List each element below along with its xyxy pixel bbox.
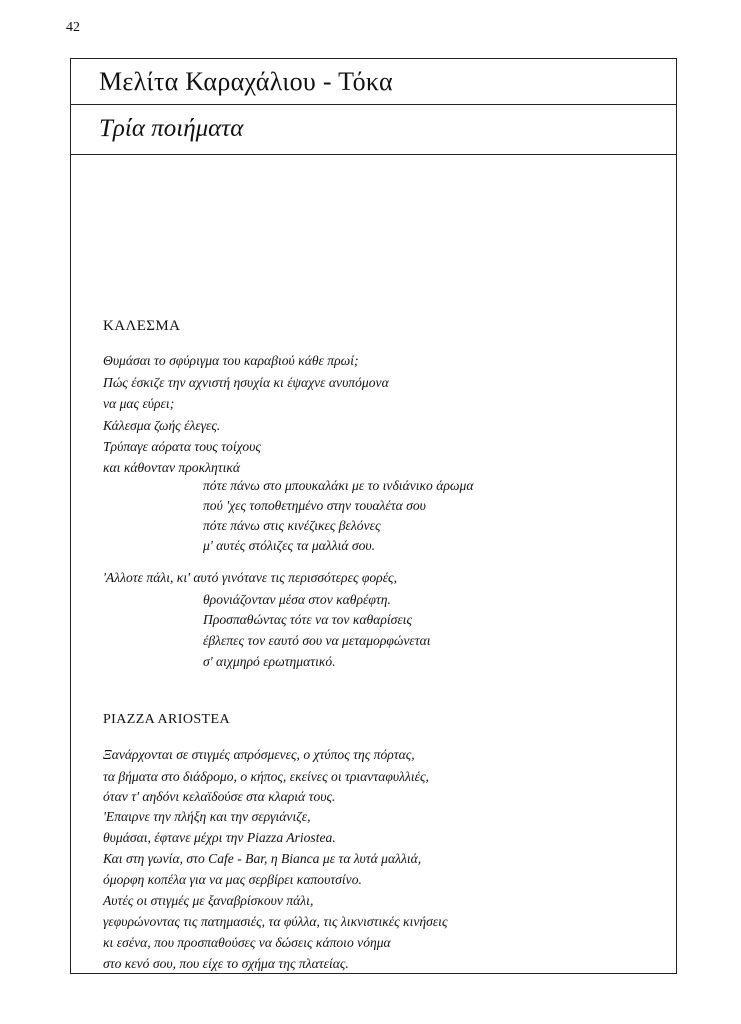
- poem2-line: Και στη γωνία, στο Cafe - Bar, η Bianca με τα λυτά μαλλιά,: [103, 851, 422, 866]
- poem2-line: Αυτές οι στιγμές με ξαναβρίσκουν πάλι,: [103, 893, 314, 908]
- poem1-line: θρονιάζονταν μέσα στον καθρέφτη.: [203, 592, 391, 607]
- poem2-line: κι εσένα, που προσπαθούσες να δώσεις κάποιο νόημα: [103, 935, 391, 950]
- poem2-line: όταν τ' αηδόνι κελαϊδούσε στα κλαριά τους.: [103, 789, 336, 804]
- poem2-line: όμορφη κοπέλα για να μας σερβίρει καπουτσίνο.: [103, 872, 362, 887]
- poem1-line: Πώς έσκιζε την αχνιστή ησυχία κι έψαχνε ανυπόμονα: [103, 375, 389, 390]
- poem1-line: πότε πάνω στο μπουκαλάκι με το ινδιάνικο άρωμα: [203, 478, 474, 493]
- poem1-line: έβλεπες τον εαυτό σου να μεταμορφώνεται: [203, 633, 431, 648]
- poem2-line: στο κενό σου, που είχε το σχήμα της πλατείας.: [103, 956, 349, 971]
- poem1-line: και κάθονταν προκλητικά: [103, 460, 241, 475]
- title-row: [71, 105, 676, 155]
- poem1-line: πού 'χες τοποθετημένο στην τουαλέτα σου: [203, 498, 426, 513]
- author-name: Μελίτα Καραχάλιου - Τόκα: [99, 67, 393, 96]
- poem1-line: σ' αιχμηρό ερωτηματικό.: [203, 654, 336, 669]
- poem1-line: Προσπαθώντας τότε να τον καθαρίσεις: [203, 612, 412, 627]
- collection-title: Τρία ποιήματα: [99, 115, 244, 142]
- poem1-line: μ' αυτές στόλιζες τα μαλλιά σου.: [203, 538, 376, 553]
- poem1-line: Κάλεσμα ζωής έλεγες.: [103, 418, 221, 433]
- poem1-line: Θυμάσαι το σφύριγμα του καραβιού κάθε πρωί;: [103, 353, 359, 368]
- poem1-line: 'Αλλοτε πάλι, κι' αυτό γινότανε τις περισσότερες φορές,: [103, 570, 397, 585]
- poem2-title: PIAZZA ARIOSTEA: [103, 712, 230, 727]
- page-number: 42: [66, 20, 80, 35]
- poem2-line: γεφυρώνοντας τις πατημασιές, τα φύλλα, τις λικνιστικές κινήσεις: [103, 914, 448, 929]
- poem1-line: πότε πάνω στις κινέζικες βελόνες: [203, 518, 381, 533]
- poem1-line: Τρύπαγε αόρατα τους τοίχους: [103, 439, 261, 454]
- poem1-line: να μας εύρει;: [103, 396, 175, 411]
- poem2-line: 'Επαιρνε την πλήξη και την σεργιάνιζε,: [103, 809, 311, 824]
- poem2-line: τα βήματα στο διάδρομο, ο κήπος, εκείνες οι τριανταφυλλιές,: [103, 769, 429, 784]
- poem1-title: ΚΑΛΕΣΜΑ: [103, 318, 181, 334]
- poem2-line: θυμάσαι, έφτανε μέχρι την Piazza Ariostea.: [103, 830, 336, 845]
- poem2-line: Ξανάρχονται σε στιγμές απρόσμενες, ο χτύπος της πόρτας,: [103, 747, 415, 762]
- author-row: [71, 59, 676, 105]
